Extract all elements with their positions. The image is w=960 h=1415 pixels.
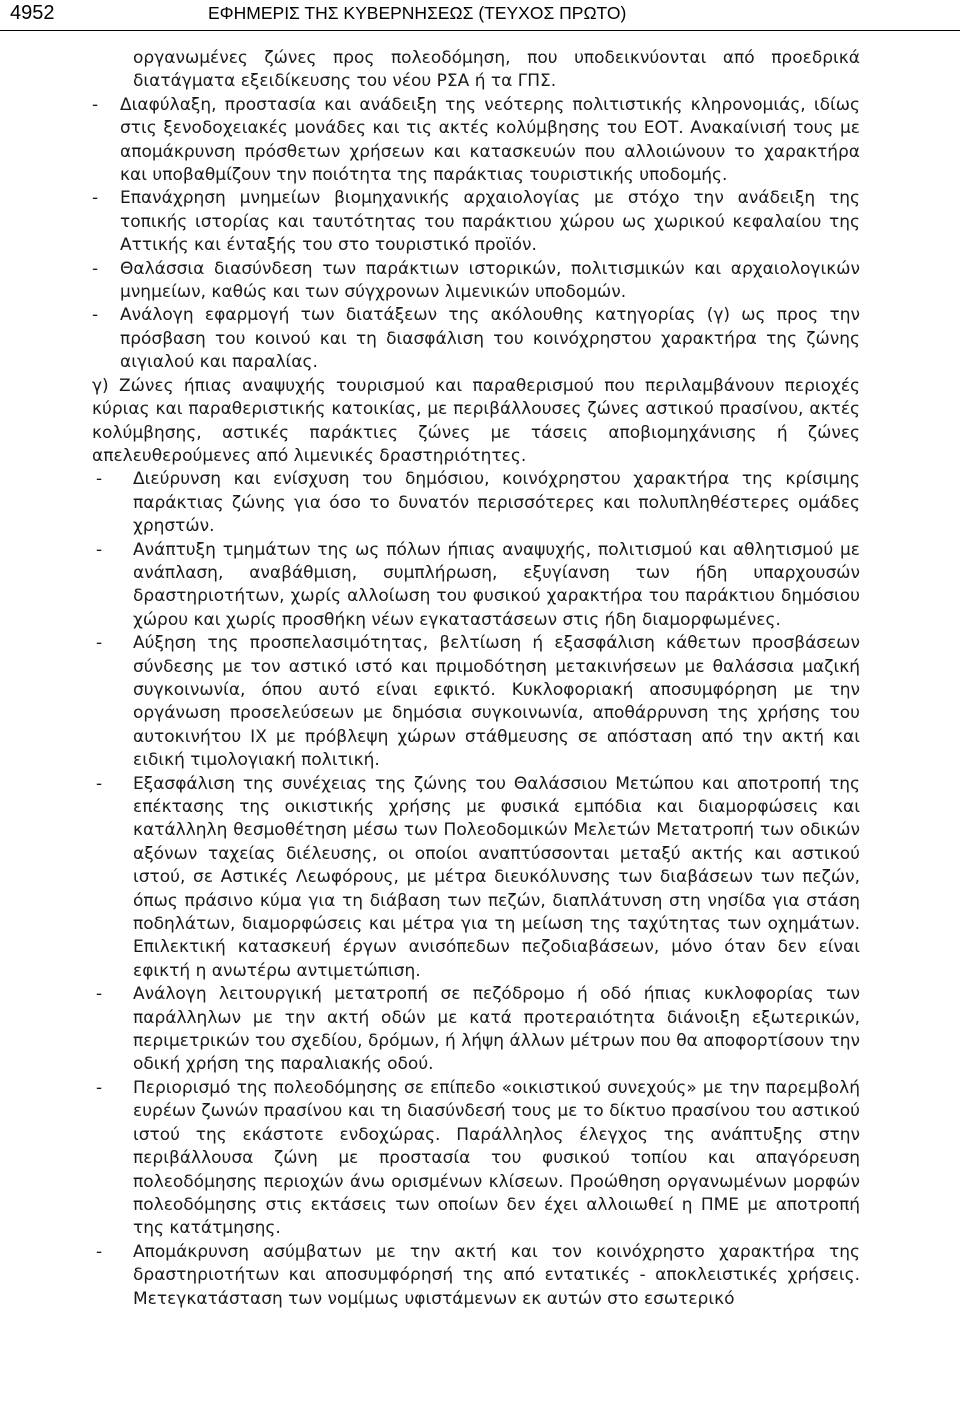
bullet-dash: - bbox=[92, 305, 99, 326]
bullet-dash: - bbox=[92, 94, 99, 115]
page-header bbox=[0, 0, 960, 31]
list-item-text: Περιορισμό της πολεοδόμησης σε επίπεδο «οικιστικού συνεχούς» με την παρεμβολή ευρέων ζωνών πρασίνου και τη διασύνδεσή τους με το δίκτυο πρασίνου του αστικού ιστού της εκάστοτε ενδοχώρας. Παράλληλος έλεγχος της ανάπτυξης στην περιβάλλουσα ζώνη με προστασία του φυσικού τοπίου και απαγόρευση πολεοδόμησης περιοχών άνω ορισμένων κλίσεων. Προώθηση οργανωμένων μορφών πολεοδόμησης στις εκτάσεις των οποίων δεν έχει αλλοιωθεί η ΠΜΕ με αποτροπή της κατάτμησης. bbox=[133, 1077, 860, 1239]
list-item bbox=[0, 539, 860, 633]
list-item-text: Διαφύλαξη, προστασία και ανάδειξη της νεότερης πολιτιστικής κληρονομιάς, ιδίως στις ξενοδοχειακές μονάδες και τις ακτές κολύμβησης του ΕΟΤ. Ανακαίνισή τους με απομάκρυνση πρόσθετων χρήσεων και κατασκευών που αλλοιώνουν το χαρακτήρα και υποβαθμίζουν την ποιότητα της παράκτιας τουριστικής υποδομής. bbox=[120, 94, 860, 186]
list-item-text: Ανάλογη εφαρμογή των διατάξεων της ακόλουθης κατηγορίας (γ) ως προς την πρόσβαση του κοινού και τη διασφάλιση του κοινόχρηστου χαρακτήρα της ζώνης αιγιαλού και παραλίας. bbox=[120, 305, 860, 373]
continuation-paragraph: οργανωμένες ζώνες προς πολεοδόμηση, που υποδεικνύονται από προεδρικά διατάγματα εξειδίκευσης του νέου ΡΣΑ ή τα ΓΠΣ. bbox=[133, 48, 860, 92]
page-number: 4952 bbox=[10, 2, 55, 24]
list-item-text: Ανάλογη λειτουργική μετατροπή σε πεζόδρομο ή οδό ήπιας κυκλοφορίας των παράλληλων με την ακτή οδών με κατά προτεραιότητα διάνοιξη εξωτερικών, περιμετρικών του σχεδίου, δρόμων, ή λήψη άλλων μέτρων που θα αποφορτίσουν την οδική χρήση της παραλιακής οδού. bbox=[133, 984, 860, 1075]
list-item-text: Θαλάσσια διασύνδεση των παράκτιων ιστορικών, πολιτισμικών και αρχαιολογικών μνημείων, καθώς και των σύγχρονων λιμενικών υποδομών. bbox=[120, 258, 860, 303]
list-item bbox=[0, 632, 860, 772]
bullet-dash: - bbox=[96, 539, 103, 560]
list-item bbox=[0, 773, 860, 984]
list-item bbox=[0, 304, 860, 374]
list-item bbox=[0, 1241, 860, 1311]
bullet-dash: - bbox=[92, 258, 99, 279]
journal-title: ΕΦΗΜΕΡΙΣ ΤΗΣ ΚΥΒΕΡΝΗΣΕΩΣ (ΤΕΥΧΟΣ ΠΡΩΤΟ) bbox=[208, 3, 627, 23]
list-item-text: Αύξηση της προσπελασιμότητας, βελτίωση ή εξασφάλιση κάθετων προσβάσεων σύνδεσης με τον αστικό ιστό και πριμοδότηση μετακινήσεων με θαλάσσια μαζική συγκοινωνία, όπου αυτό είναι εφικτό. Κυκλοφοριακή αποσυμφόρηση με την οργάνωση προσελεύσεων με δημόσια συγκοινωνία, αποθάρρυνση της χρήσης του αυτοκινήτου ΙΧ με πρόβλεψη χώρων στάθμευσης σε απόσταση από την ακτή και ειδική τιμολογιακή πολιτική. bbox=[133, 633, 860, 771]
list-item bbox=[0, 468, 860, 538]
list-item-text: Επανάχρηση μνημείων βιομηχανικής αρχαιολογίας με στόχο την ανάδειξη της τοπικής ιστορίας και ταυτότητας του παράκτιου χώρου ως χωρικού κεφαλαίου της Αττικής και ένταξής του στο τουριστικό προϊόν. bbox=[120, 188, 860, 256]
list-item-text: Διεύρυνση και ενίσχυση του δημόσιου, κοινόχρηστου χαρακτήρα της κρίσιμης παράκτιας ζώνης για όσο το δυνατόν περισσότερες και πολυπληθέστερες ομάδες χρηστών. bbox=[133, 469, 860, 537]
list-item bbox=[0, 258, 860, 305]
list-item bbox=[0, 1077, 860, 1241]
bullet-dash: - bbox=[96, 1077, 103, 1098]
list-item bbox=[0, 94, 860, 188]
bullet-dash: - bbox=[96, 633, 103, 654]
document-body bbox=[0, 47, 960, 1311]
section-gamma-intro: γ) Ζώνες ήπιας αναψυχής τουρισμού και παραθερισμού που περιλαμβάνουν περιοχές κύριας και παραθεριστικής κατοικίας, με περιβάλλουσες ζώνες αστικού πρασίνου, ακτές κολύμβησης, αστικές παράκτιες ζώνες με τάσεις αποβιομηχάνισης ή ζώνες απελευθερούμενες από λιμενικές δραστηριότητες. bbox=[92, 375, 860, 466]
bullet-dash: - bbox=[96, 1241, 103, 1262]
bullet-dash: - bbox=[96, 773, 103, 794]
list-item-text: Ανάπτυξη τμημάτων της ως πόλων ήπιας αναψυχής, πολιτισμού και αθλητισμού με ανάπλαση, αναβάθμιση, συμπλήρωση, εξυγίανση των ήδη υπαρχουσών δραστηριοτήτων, χωρίς αλλοίωση του φυσικού χαρακτήρα του παράκτιου δημόσιου χώρου και χωρίς προσθήκη νέων εγκαταστάσεων στις ήδη διαμορφωμένες. bbox=[133, 539, 860, 630]
list-item bbox=[0, 187, 860, 257]
bullet-dash: - bbox=[92, 188, 99, 209]
list-item bbox=[0, 983, 860, 1077]
bullet-dash: - bbox=[96, 984, 103, 1005]
list-item-text: Εξασφάλιση της συνέχειας της ζώνης του Θαλάσσιου Μετώπου και αποτροπή της επέκτασης της οικιστικής χρήσης με φυσικά εμπόδια και διαμορφώσεις και κατάλληλη θεσμοθέτηση μέσω των Πολεοδομικών Μελετών Μετατροπή των οδικών αξόνων ταχείας διέλευσης, οι οποίοι αναπτύσσονται μεταξύ ακτής και αστικού ιστού, σε Αστικές Λεωφόρους, με μέτρα διευκόλυνσης των διαβάσεων των πεζών, όπως πράσινο κύμα για τη διάβαση των πεζών, διαπλάτυνση στη νησίδα για στάση ποδηλάτων, διαμορφώσεις και μέτρα για τη μείωση της ταχύτητας των οχημάτων. Επιλεκτική κατασκευή έργων ανισόπεδων πεζοδιαβάσεων, μόνο όταν δεν είναι εφικτή η ανωτέρω αντιμετώπιση. bbox=[133, 773, 860, 981]
bullet-dash: - bbox=[96, 469, 103, 490]
list-item-text: Απομάκρυνση ασύμβατων με την ακτή και τον κοινόχρηστο χαρακτήρα της δραστηριοτήτων και αποσυμφόρησή της από εντατικές - αποκλειστικές χρήσεις. Μετεγκατάσταση των νομίμως υφιστάμενων εκ αυτών στο εσωτερικό bbox=[133, 1241, 860, 1309]
